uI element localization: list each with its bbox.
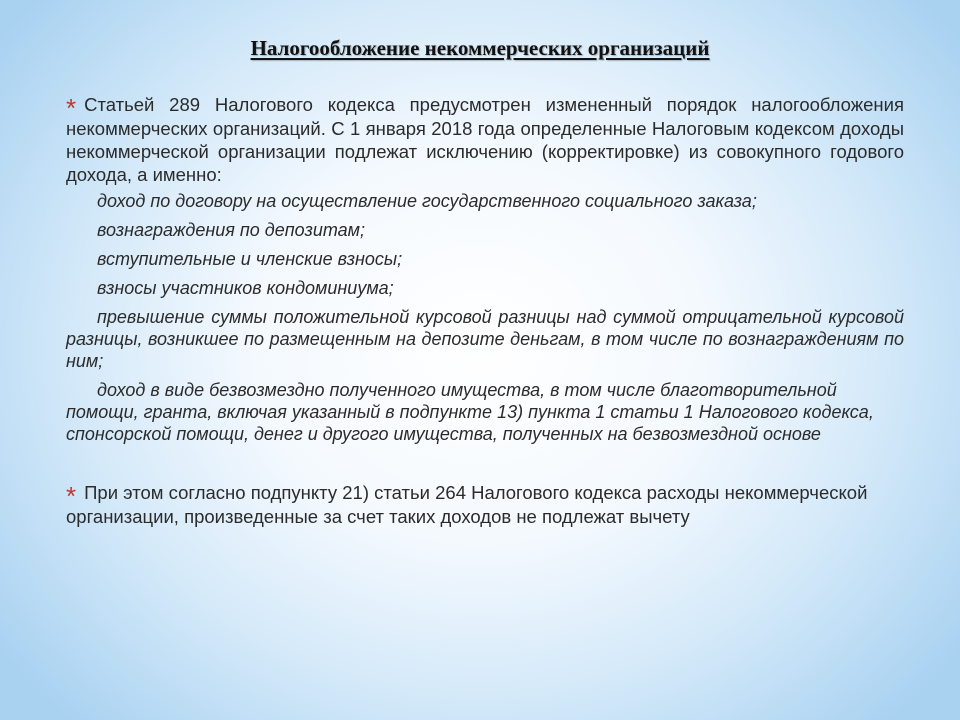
list-item: вступительные и членские взносы; [97, 249, 403, 269]
intro-paragraph [66, 93, 904, 186]
conclusion-text: При этом согласно подпункту 21) статьи 264 Налогового кодекса расходы некоммерческой организации, произведенные за счет таких доходов не подлежат вычету [66, 482, 868, 527]
list-item: доход в виде безвозмездно полученного имущества, в том числе благотворительной помощи, гранта, включая указанный в подпункте 13) пункта 1 статьи 1 Налогового кодекса, спонсорской помощи, денег и другого имущества, полученных на безвозмездной основе [66, 380, 874, 444]
income-list [66, 190, 904, 445]
list-item: вознаграждения по депозитам; [97, 220, 365, 240]
list-item: доход по договору на осуществление государственного социального заказа; [97, 191, 757, 211]
conclusion-paragraph [66, 481, 904, 528]
bullet-asterisk-icon: * [66, 93, 77, 123]
slide-body [66, 93, 904, 528]
bullet-asterisk-icon: * [66, 481, 77, 511]
intro-text: Статьей 289 Налогового кодекса предусмотрен измененный порядок налогообложения некоммерческих организаций. С 1 января 2018 года определенные Налоговым кодексом доходы некоммерческой организации подлежат исключению (корректировке) из совокупного годового дохода, а именно: [66, 94, 904, 185]
list-item: взносы участников кондоминиума; [97, 278, 394, 298]
list-item: превышение суммы положительной курсовой разницы над суммой отрицательной курсовой разницы, возникшее по размещенным на депозите деньгам, в том числе по вознаграждениям по ним; [66, 307, 904, 371]
slide-title: Налогообложение некоммерческих организаций [250, 36, 710, 60]
